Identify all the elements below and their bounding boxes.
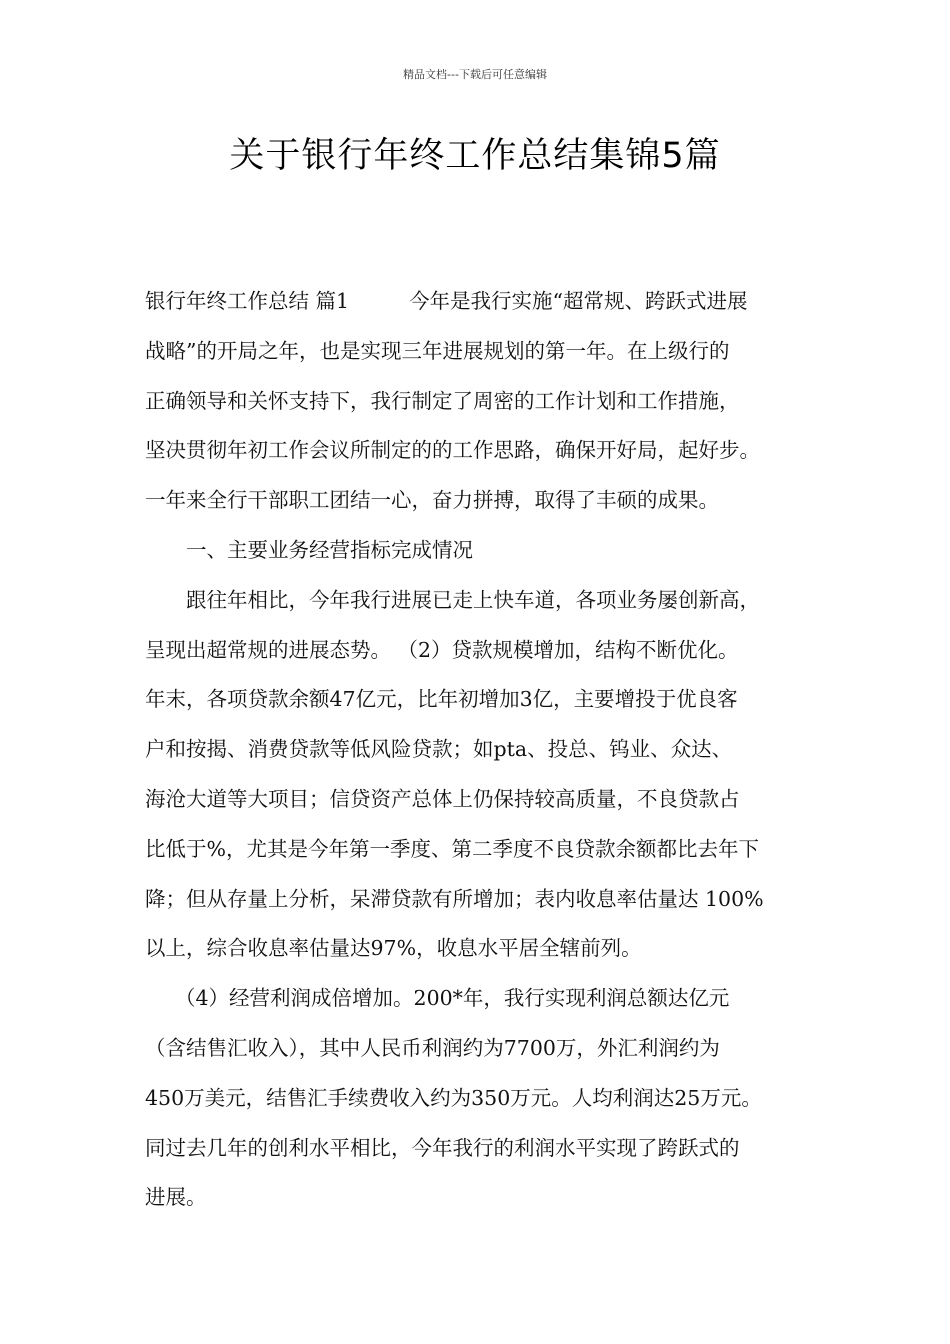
paragraph-line: 海沧大道等大项目；信贷资产总体上仍保持较高质量，不良贷款占 (145, 786, 740, 811)
paragraph-line: 跟往年相比，今年我行进展已走上快车道，各项业务屡创新高， (186, 587, 760, 612)
paragraph-line: 比低于%，尤其是今年第一季度、第二季度不良贷款余额都比去年下 (145, 836, 759, 861)
paragraph-line: （4）经营利润成倍增加。200*年，我行实现利润总额达亿元 (175, 986, 730, 1011)
paragraph-line: （含结售汇收入），其中人民币利润约为7700万，外汇利润约为 (145, 1035, 720, 1060)
paragraph-line: 450万美元，结售汇手续费收入约为350万元。人均利润达25万元。 (145, 1085, 762, 1110)
paragraph-line: 正确领导和关怀支持下，我行制定了周密的工作计划和工作措施， (145, 388, 740, 413)
paragraph-1 (145, 277, 817, 526)
section-heading-1: 一、主要业务经营指标完成情况 (186, 537, 473, 562)
paragraph-line: 坚决贯彻年初工作会议所制定的的工作思路，确保开好局，起好步。 (145, 438, 760, 463)
paragraph-line: 降；但从存量上分析，呆滞贷款有所增加；表内收息率估量达 100% (145, 886, 764, 911)
paragraph-line (145, 277, 817, 327)
paragraph-line: 进展。 (145, 1185, 207, 1210)
paragraph-line: 战略”的开局之年，也是实现三年进展规划的第一年。在上级行的 (145, 338, 730, 363)
paragraph-line: 以上，综合收息率估量达97%，收息水平居全辖前列。 (145, 936, 642, 961)
paragraph-line: 户和按揭、消费贷款等低风险贷款；如pta、投总、钨业、众达、 (145, 737, 733, 762)
header-note: 精品文档---下载后可任意编辑 (403, 68, 547, 81)
paragraph-line: 一年来全行干部职工团结一心，奋力拼搏，取得了丰硕的成果。 (145, 488, 719, 513)
section-label: 银行年终工作总结 篇1 (145, 289, 350, 313)
document-title: 关于银行年终工作总结集锦5篇 (229, 136, 721, 176)
paragraph-line: 年末，各项贷款余额47亿元，比年初增加3亿，主要增投于优良客 (145, 687, 738, 712)
document-body (145, 277, 817, 1223)
paragraph-line: 呈现出超常规的进展态势。 （2）贷款规模增加，结构不断优化。 (145, 637, 739, 662)
paragraph-line-text: 今年是我行实施“超常规、跨跃式进展 (409, 289, 748, 313)
paragraph-2 (145, 576, 817, 974)
paragraph-line: 同过去几年的创利水平相比，今年我行的利润水平实现了跨跃式的 (145, 1135, 740, 1160)
paragraph-3 (145, 974, 817, 1223)
